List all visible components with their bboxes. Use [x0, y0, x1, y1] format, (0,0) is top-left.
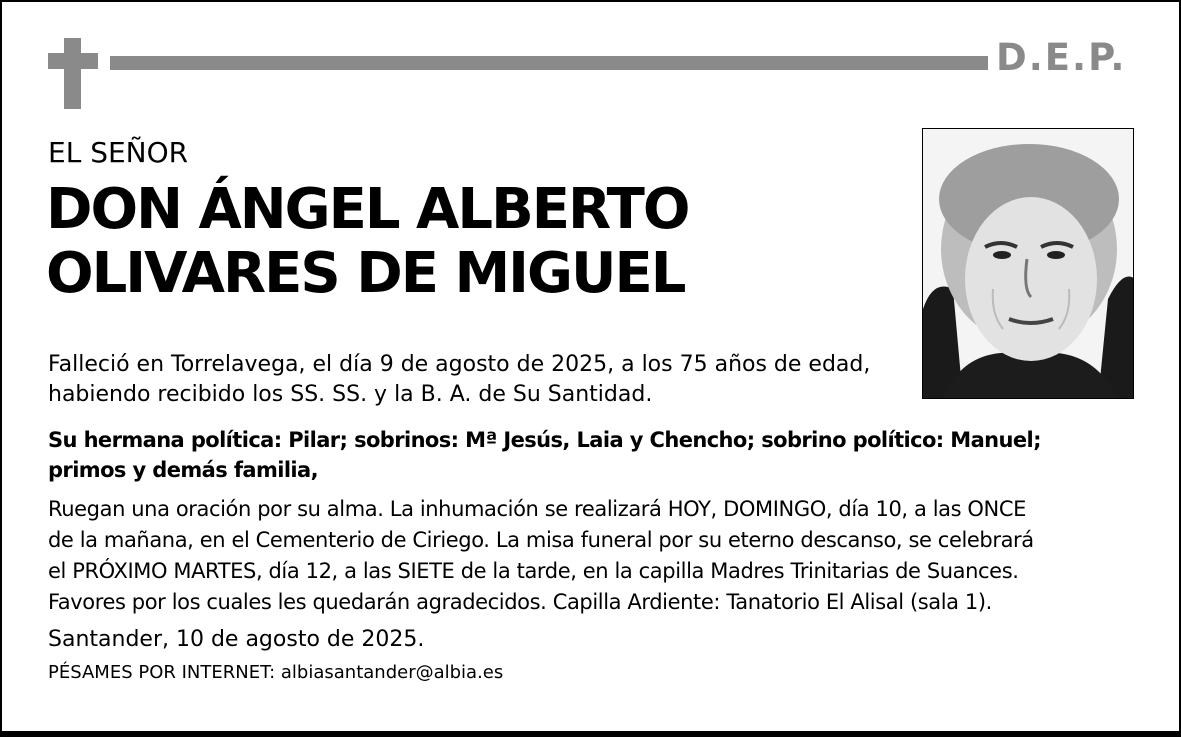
death-line: habiendo recibido los SS. SS. y la B. A. de Su Santidad.: [48, 382, 653, 407]
header-rule: [110, 56, 988, 70]
name-line: OLIVARES DE MIGUEL: [46, 241, 685, 306]
cross-horizontal-bar: [48, 53, 98, 69]
service-line: de la mañana, en el Cementerio de Ciriego. La misa funeral por su eterno descanso, se celebrará: [48, 528, 1034, 552]
dep-label: D.E.P.: [996, 36, 1127, 79]
name-line: DON ÁNGEL ALBERTO: [46, 177, 689, 242]
family-line: Su hermana política: Pilar; sobrinos: Mª Jesús, Laia y Chencho; sobrino político: Manuel;: [48, 428, 1041, 452]
service-line: Ruegan una oración por su alma. La inhumación se realizará HOY, DOMINGO, día 10, a las ONCE: [48, 497, 1026, 521]
place-date: Santander, 10 de agosto de 2025.: [48, 627, 425, 652]
death-line: Falleció en Torrelavega, el día 9 de agosto de 2025, a los 75 años de edad,: [48, 352, 871, 377]
death-details: [48, 350, 908, 410]
family-list: [48, 425, 1158, 485]
portrait-photo: [922, 128, 1134, 399]
service-line: Favores por los cuales les quedarán agradecidos. Capilla Ardiente: Tanatorio El Alisal (sala 1).: [48, 590, 992, 614]
cross-vertical-bar: [64, 38, 81, 109]
deceased-name: [46, 178, 688, 306]
service-details: [48, 494, 1158, 618]
service-line: el PRÓXIMO MARTES, día 12, a las SIETE de la tarde, en la capilla Madres Trinitarias de Suances.: [48, 559, 1019, 583]
family-line: primos y demás familia,: [48, 458, 318, 482]
intro-label: EL SEÑOR: [48, 136, 189, 169]
condolences-email: PÉSAMES POR INTERNET: albiasantander@albia.es: [48, 662, 504, 683]
portrait-image: [923, 129, 1134, 399]
